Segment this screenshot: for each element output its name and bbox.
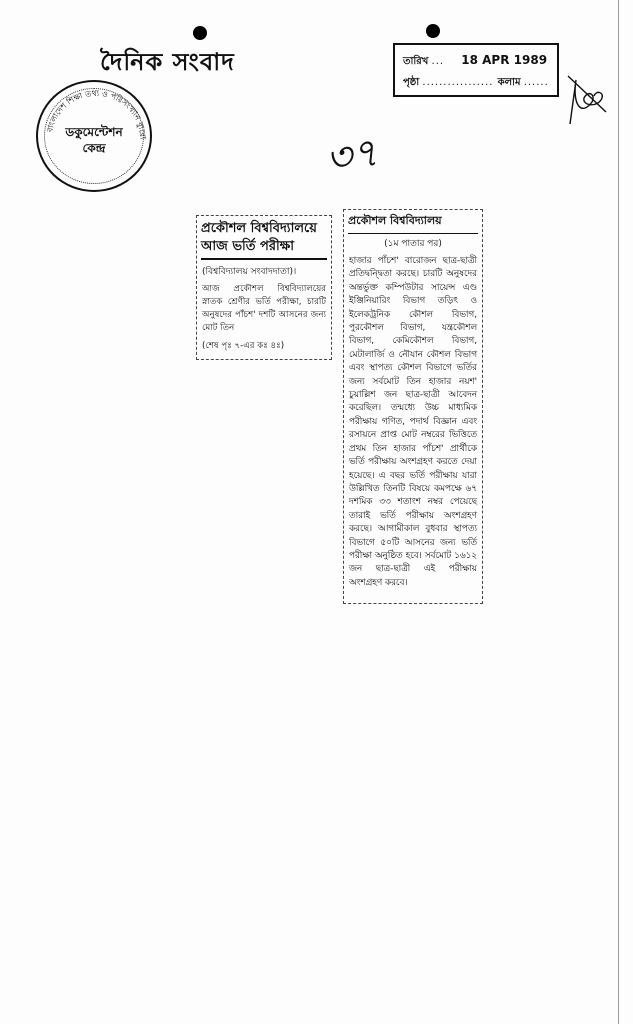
punch-hole-left <box>193 26 207 40</box>
newspaper-masthead: দৈনিক সংবাদ <box>100 48 235 76</box>
page-label: পৃষ্ঠা <box>403 77 420 88</box>
date-value: 18 APR 1989 <box>461 53 548 67</box>
clipping-right-body: হাজার পাঁচশ' বারোজন ছাত্র-ছাত্রী প্রতিদ্বন্দ্বিতা করছে। চারটি অনুষদের অন্তর্ভুক্ত কম্পিউটার সায়েন্স এণ্ড ইঞ্জিনিয়ারিং বিভাগ তড়িৎ ও ইলেকট্রনিক কৌশল বিভাগ, পুরকৌশল বিভাগ, যন্ত্রকৌশল বিভাগ, কেমিকৌশল বিভাগ, মেটালার্জি ও নৌযান কৌশল বিভাগ এবং স্থাপত্য কৌশল বিভাগে ভর্তির জন্য সর্বমোট তিন হাজার নয়শ' চুয়াল্লিশ জন ছাত্র-ছাত্রী আবেদন করেছিল। তন্মধ্যে উচ্চ মাধ্যমিক পরীক্ষায় গণিত, পদার্থ বিজ্ঞান এবং রসায়নে প্রাপ্ত মোট নম্বরের ভিত্তিতে প্রথম তিন হাজার পাঁচশ' প্রার্থীকে ভর্তি পরীক্ষায় অংশগ্রহণ করতে দেয়া হয়েছে। এ বছর ভর্তি পরীক্ষায় যারা উল্লিখিত তিনটি বিষয়ে কমপক্ষে ৬৭ দশমিক ৩৩ শতাংশ নম্বর পেয়েছে তারাই ভর্তি পরীক্ষায় অংশগ্রহণ করছে। আগামীকাল বুধবার স্থাপত্য বিভাগে ৫০টি আসনের জন্য ভর্তি পরীক্ষা অনুষ্ঠিত হবে। সর্বমোট ১৬১২ জন ছাত্র-ছাত্রী এই পরীক্ষায় অংশগ্রহণ করবে। <box>349 256 477 588</box>
clipping-left <box>196 215 332 360</box>
clipping-left-body: আজ প্রকৌশল বিশ্ববিদ্যালয়ের স্নাতক শ্রেণীর ভর্তি পরীক্ষা, চারটি অনুষদের পাঁচশ' দশটি আসনের জন্য মোট তিন <box>202 284 326 333</box>
clipping-left-continuation: (শেষ পৃঃ ৭-এর কঃ ৪ঃ) <box>202 341 285 351</box>
clipping-right <box>343 209 483 604</box>
page-edge-line <box>618 0 619 1024</box>
column-label: কলাম <box>497 77 521 88</box>
clipping-left-headline: প্রকৌশল বিশ্ববিদ্যালয়ে আজ ভর্তি পরীক্ষা <box>201 220 327 260</box>
date-box <box>393 43 559 97</box>
clipping-right-continued-from: (১ম পাতার পর) <box>384 239 442 249</box>
handwritten-page-number: ৩৭ <box>322 129 381 183</box>
punch-hole-right <box>426 24 440 38</box>
documentation-stamp <box>36 80 152 192</box>
stamp-line-2: কেন্দ্র <box>82 141 106 155</box>
svg-text:বাংলাদেশ শিক্ষা তথ্য ও পরিসংখ্: বাংলাদেশ শিক্ষা তথ্য ও পরিসংখ্যান ব্যুরো <box>45 88 148 140</box>
clipping-right-title: প্রকৌশল বিশ্ববিদ্যালয় <box>348 212 478 234</box>
stamp-line-1: ডকুমেন্টেশন <box>65 125 123 139</box>
date-label: তারিখ <box>403 56 429 67</box>
clipping-left-byline: (বিশ্ববিদ্যালয় সংবাদদাতা)। <box>202 267 297 277</box>
page-column-row: পৃষ্ঠা ................. কলাম ...... <box>403 77 549 88</box>
handwritten-initial-mark <box>562 72 622 128</box>
date-row: তারিখ ... 18 APR 1989 <box>403 53 548 67</box>
